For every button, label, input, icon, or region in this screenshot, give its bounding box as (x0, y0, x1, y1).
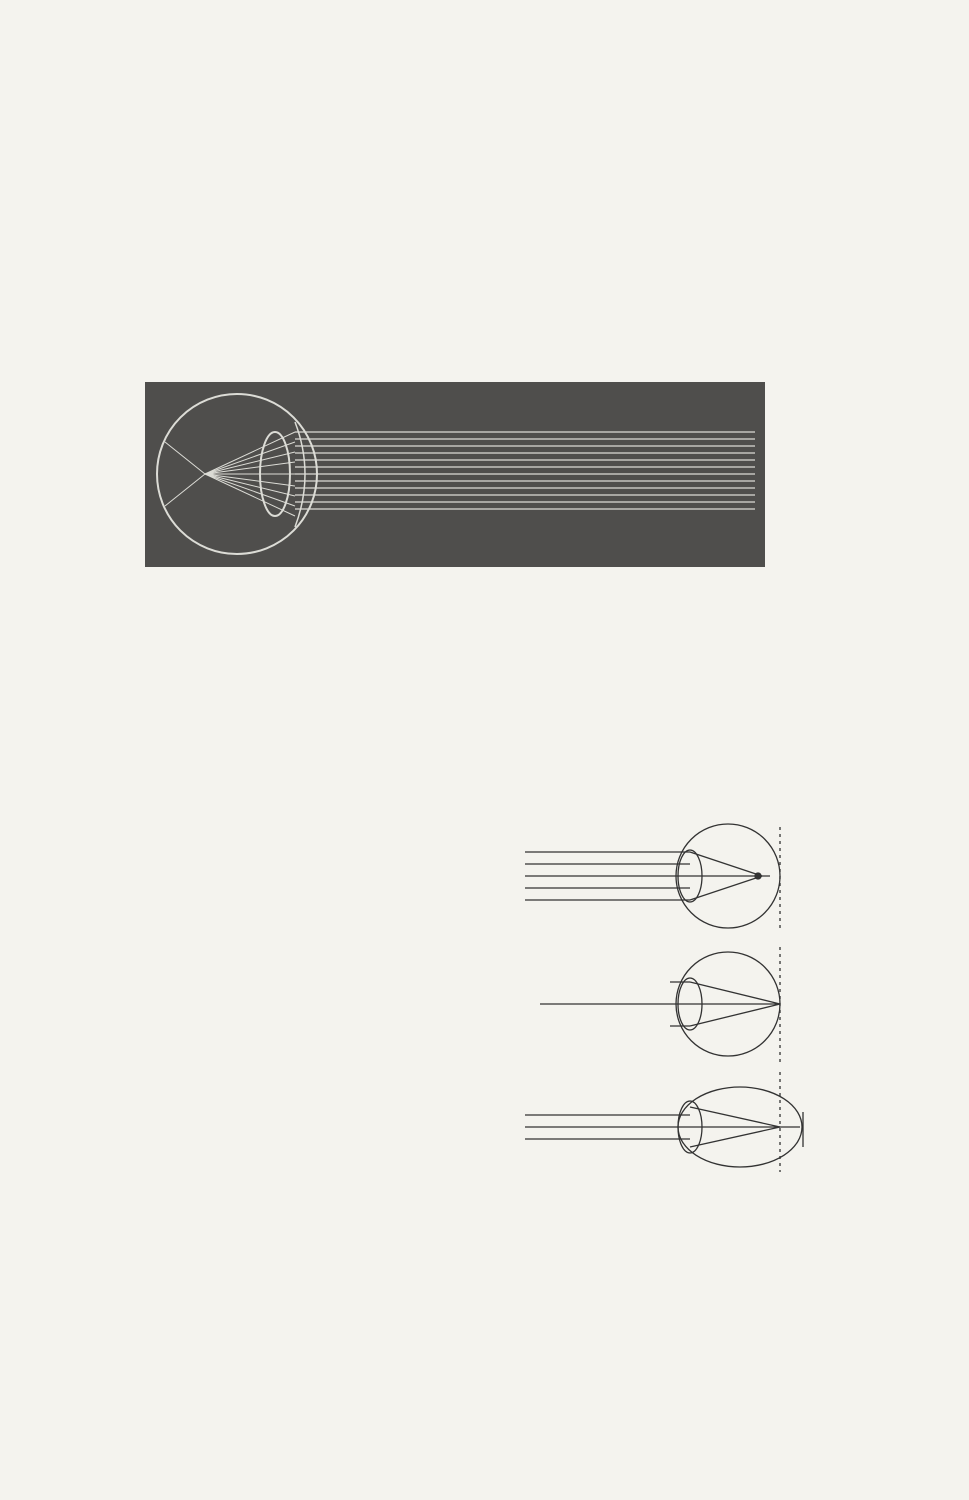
eye-normal (540, 947, 780, 1062)
figure-75-myopic-eye-rays (145, 382, 765, 567)
eye-myopic (525, 1072, 803, 1172)
figure-76-eye-types (500, 812, 830, 1182)
figure-75-drawing (145, 382, 765, 567)
figure-76-drawing (500, 812, 830, 1182)
eye-hyperopic (525, 824, 780, 932)
